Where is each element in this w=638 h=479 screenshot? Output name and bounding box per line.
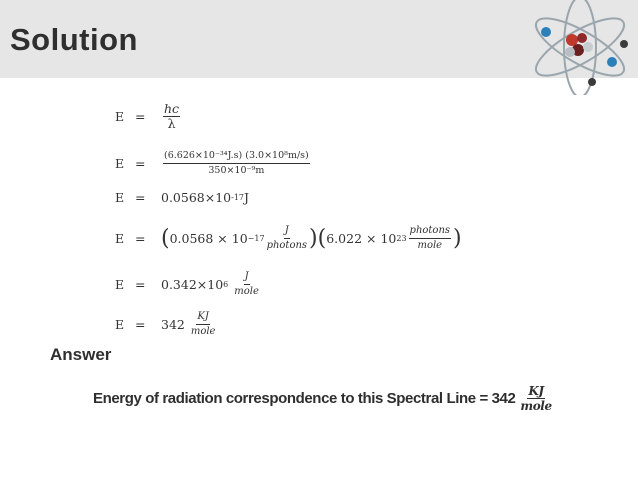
term-a-exponent: −17 [247, 234, 265, 243]
eq-op: = [135, 277, 146, 292]
answer-text: Energy of radiation correspondence to this Spectral Line = 342 [93, 390, 516, 407]
equation-6 [115, 311, 217, 338]
eq-op: = [135, 156, 146, 171]
equation-3 [115, 190, 249, 205]
denominator: 350×10⁻⁹m [208, 165, 265, 176]
eq-op: = [135, 109, 146, 124]
right-paren: ) [309, 225, 318, 251]
denominator: λ [167, 116, 176, 131]
fraction [234, 271, 259, 298]
numerator: hc [164, 101, 180, 116]
equation-1 [115, 103, 182, 130]
denominator: photons [266, 240, 308, 251]
eq-lhs: E [115, 190, 125, 205]
equation-2 [115, 150, 312, 177]
eq-exponent: -17 [231, 193, 245, 202]
term-a: 0.0568 × 10 [169, 231, 248, 246]
fraction [163, 150, 310, 177]
answer-statement [93, 385, 554, 412]
denominator: mole [417, 240, 443, 251]
eq-op: = [135, 190, 146, 205]
equation-4 [115, 225, 462, 252]
eq-unit: J [244, 190, 250, 205]
eq-lhs: E [115, 156, 125, 171]
right-paren: ) [453, 225, 462, 251]
answer-heading: Answer [50, 345, 112, 364]
denominator: mole [234, 286, 259, 297]
eq-value: 342 [161, 317, 185, 332]
numerator: J [244, 271, 250, 285]
slide-title: Solution [10, 22, 138, 57]
eq-lhs: E [115, 317, 125, 332]
eq-op: = [135, 231, 146, 246]
eq-exponent: 6 [223, 280, 229, 289]
answer-fraction [520, 385, 551, 412]
denominator: mole [520, 399, 552, 413]
eq-mantissa: 0.0568×10 [161, 190, 232, 205]
numerator: KJ [528, 384, 544, 398]
numerator: J [284, 225, 290, 239]
eq-op: = [135, 317, 146, 332]
denominator: mole [190, 326, 216, 337]
left-paren: ( [317, 225, 327, 251]
fraction [267, 225, 307, 252]
numerator: (6.626×10⁻³⁴J.s) (3.0×10⁸m/s) [163, 150, 310, 164]
eq-lhs: E [115, 109, 125, 124]
header-bar [0, 0, 638, 78]
term-b-exponent: 23 [396, 234, 407, 243]
eq-mantissa: 0.342×10 [161, 277, 224, 292]
term-b: 6.022 × 10 [326, 231, 397, 246]
atom-icon [520, 0, 638, 95]
eq-lhs: E [115, 277, 125, 292]
fraction [163, 103, 180, 130]
numerator: KJ [196, 311, 209, 325]
eq-lhs: E [115, 231, 125, 246]
fraction [191, 311, 216, 338]
numerator: photons [409, 225, 451, 239]
equation-5 [115, 271, 261, 298]
left-paren: ( [161, 225, 170, 251]
fraction [409, 225, 451, 252]
